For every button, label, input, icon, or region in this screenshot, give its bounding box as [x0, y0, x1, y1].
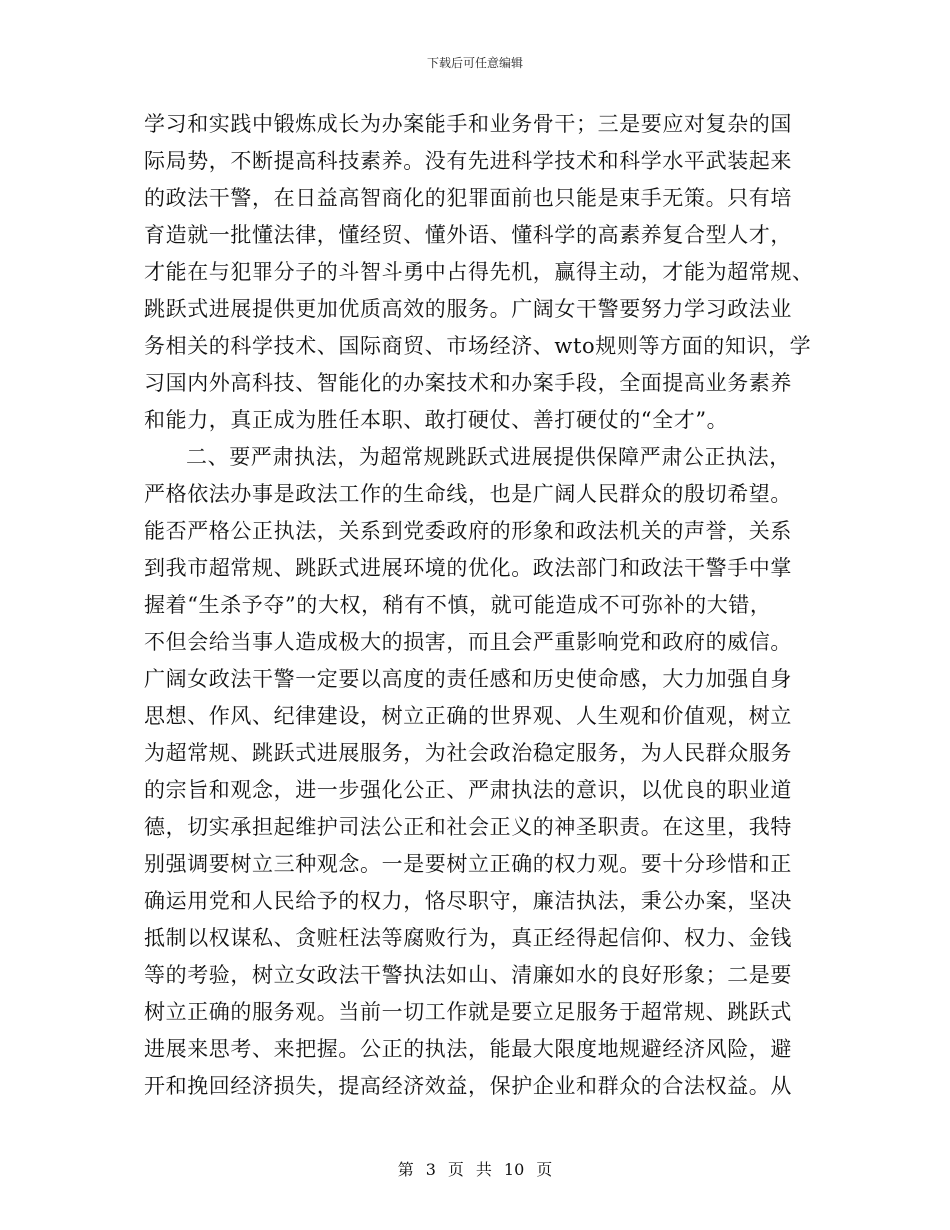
text-line: 到我市超常规、跳跃式进展环境的优化。政法部门和政法干警手中掌 [144, 556, 792, 580]
footer-prefix: 第 [397, 1160, 414, 1179]
text-line: 别强调要树立三种观念。一是要树立正确的权力观。要十分珍惜和正 [144, 852, 792, 876]
text-line: 习国内外高科技、智能化的办案技术和办案手段，全面提高业务素养 [144, 371, 792, 395]
text-line: 的宗旨和观念，进一步强化公正、严肃执法的意识，以优良的职业道 [144, 778, 792, 802]
page-footer [0, 1157, 950, 1180]
text-line: 握着“生杀予夺”的大权，稍有不慎，就可能造成不可弥补的大错， [144, 593, 772, 617]
text-line: 确运用党和人民给予的权力，恪尽职守，廉洁执法，秉公办案，坚决 [144, 889, 792, 913]
text-line: 的政法干警，在日益高智商化的犯罪面前也只能是束手无策。只有培 [144, 186, 792, 210]
total-page-count: 10 [503, 1160, 525, 1179]
paragraph-start-line: 二、要严肃执法，为超常规跳跃式进展提供保障严肃公正执法， [186, 445, 791, 469]
text-line: 育造就一批懂法律，懂经贸、懂外语、懂科学的高素养复合型人才， [144, 223, 792, 247]
text-line: 抵制以权谋私、贪赃枉法等腐败行为，真正经得起信仰、权力、金钱 [144, 926, 792, 950]
text-line: 跳跃式进展提供更加优质高效的服务。广阔女干警要努力学习政法业 [144, 297, 792, 321]
text-line: 树立正确的服务观。当前一切工作就是要立足服务于超常规、跳跃式 [144, 1000, 792, 1024]
page-header-note: 下载后可任意编辑 [426, 56, 523, 70]
text-line: 德，切实承担起维护司法公正和社会正义的神圣职责。在这里，我特 [144, 815, 792, 839]
text-line: 务相关的科学技术、国际商贸、市场经济、wto规则等方面的知识，学 [144, 334, 812, 358]
footer-total-word: 共 [475, 1160, 492, 1179]
text-line: 广阔女政法干警一定要以高度的责任感和历史使命感，大力加强自身 [144, 667, 792, 691]
document-body [144, 106, 812, 1105]
text-line: 际局势，不断提高科技素养。没有先进科学技术和科学水平武装起来 [144, 149, 792, 173]
footer-suffix: 页 [536, 1160, 553, 1179]
text-line: 严格依法办事是政法工作的生命线，也是广阔人民群众的殷切希望。 [144, 482, 792, 506]
text-line: 才能在与犯罪分子的斗智斗勇中占得先机，赢得主动，才能为超常规、 [144, 260, 814, 284]
current-page-number: 3 [425, 1160, 436, 1179]
text-line: 进展来思考、来把握。公正的执法，能最大限度地规避经济风险，避 [144, 1037, 792, 1061]
text-line: 开和挽回经济损失，提高经济效益，保护企业和群众的合法权益。从 [144, 1074, 792, 1098]
text-line: 思想、作风、纪律建设，树立正确的世界观、人生观和价值观，树立 [144, 704, 792, 728]
text-line: 学习和实践中锻炼成长为办案能手和业务骨干；三是要应对复杂的国 [144, 112, 792, 136]
footer-page-word: 页 [447, 1160, 464, 1179]
text-line: 为超常规、跳跃式进展服务，为社会政治稳定服务，为人民群众服务 [144, 741, 792, 765]
text-line: 和能力，真正成为胜任本职、敢打硬仗、善打硬仗的“全才”。 [144, 408, 729, 432]
text-line: 不但会给当事人造成极大的损害，而且会严重影响党和政府的威信。 [144, 630, 792, 654]
text-line: 等的考验，树立女政法干警执法如山、清廉如水的良好形象；二是要 [144, 963, 792, 987]
text-line: 能否严格公正执法，关系到党委政府的形象和政法机关的声誉，关系 [144, 519, 792, 543]
